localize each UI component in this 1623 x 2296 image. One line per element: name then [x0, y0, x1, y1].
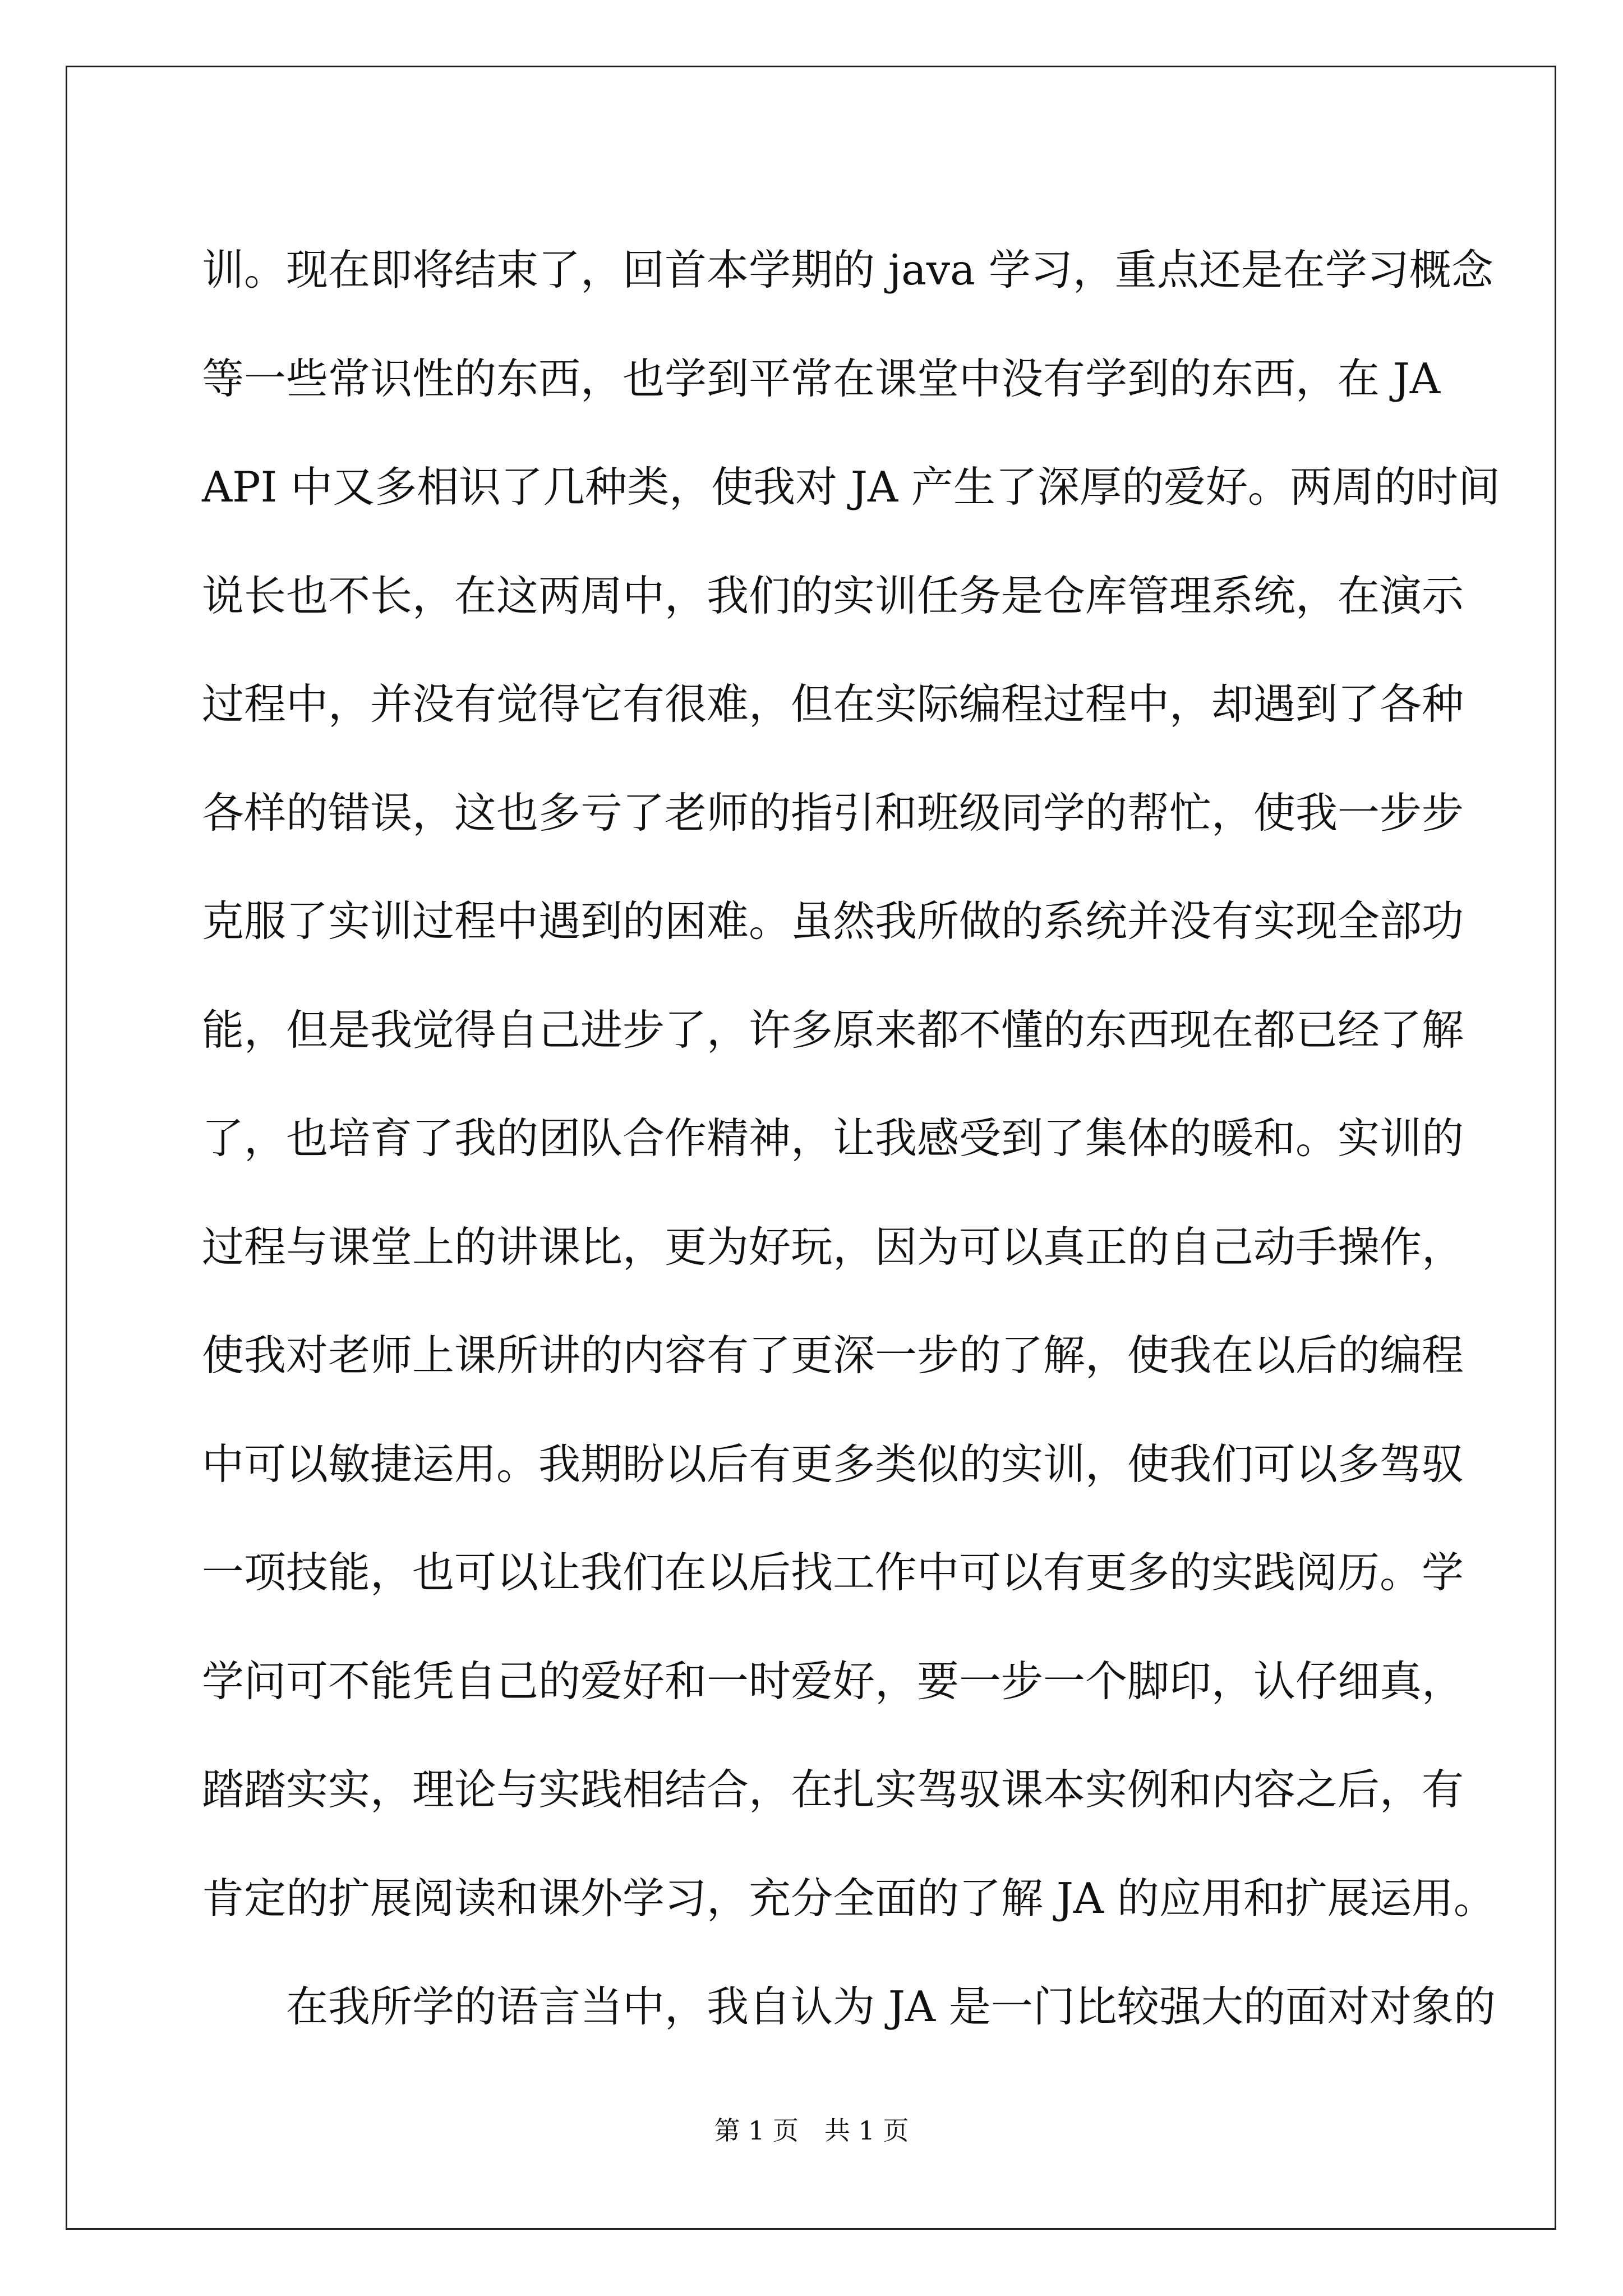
body-line: 等一些常识性的东西，也学到平常在课堂中没有学到的东西，在 JA: [202, 353, 1441, 403]
body-line: 踏踏实实，理论与实践相结合，在扎实驾驭课本实例和内容之后，有: [202, 1765, 1464, 1814]
body-line: 训。现在即将结束了，回首本学期的 java 学习，重点还是在学习概念: [202, 245, 1493, 295]
document-body: [202, 216, 1501, 2062]
body-line: 中可以敏捷运用。我期盼以后有更多类似的实训，使我们可以多驾驭: [202, 1439, 1464, 1489]
body-line: 了，也培育了我的团队合作精神，让我感受到了集体的暖和。实训的: [202, 1114, 1464, 1163]
body-line: 一项技能，也可以让我们在以后找工作中可以有更多的实践阅历。学: [202, 1548, 1464, 1597]
body-line: 使我对老师上课所讲的内容有了更深一步的了解，使我在以后的编程: [202, 1331, 1464, 1380]
body-line: 过程与课堂上的讲课比，更为好玩，因为可以真正的自己动手操作，: [202, 1222, 1464, 1272]
body-line: 能，但是我觉得自己进步了，许多原来都不懂的东西现在都已经了解: [202, 1005, 1464, 1055]
page-number-footer: 第 1 页 共 1 页: [714, 2115, 909, 2146]
body-line: 克服了实训过程中遇到的困难。虽然我所做的系统并没有实现全部功: [202, 896, 1464, 946]
paragraph-first-line: 在我所学的语言当中，我自认为 JA 是一门比较强大的面对对象的: [286, 1982, 1496, 2031]
body-line: 各样的错误，这也多亏了老师的指引和班级同学的帮忙，使我一步步: [202, 788, 1464, 838]
body-line: 过程中，并没有觉得它有很难，但在实际编程过程中，却遇到了各种: [202, 679, 1464, 729]
body-line: 说长也不长，在这两周中，我们的实训任务是仓库管理系统，在演示: [202, 570, 1464, 620]
body-line: 肯定的扩展阅读和课外学习，充分全面的了解 JA 的应用和扩展运用。: [202, 1873, 1496, 1923]
body-line: API 中又多相识了几种类，使我对 JA 产生了深厚的爱好。两周的时间: [202, 462, 1501, 512]
body-line: 学问可不能凭自己的爱好和一时爱好，要一步一个脚印，认仔细真，: [202, 1656, 1464, 1706]
